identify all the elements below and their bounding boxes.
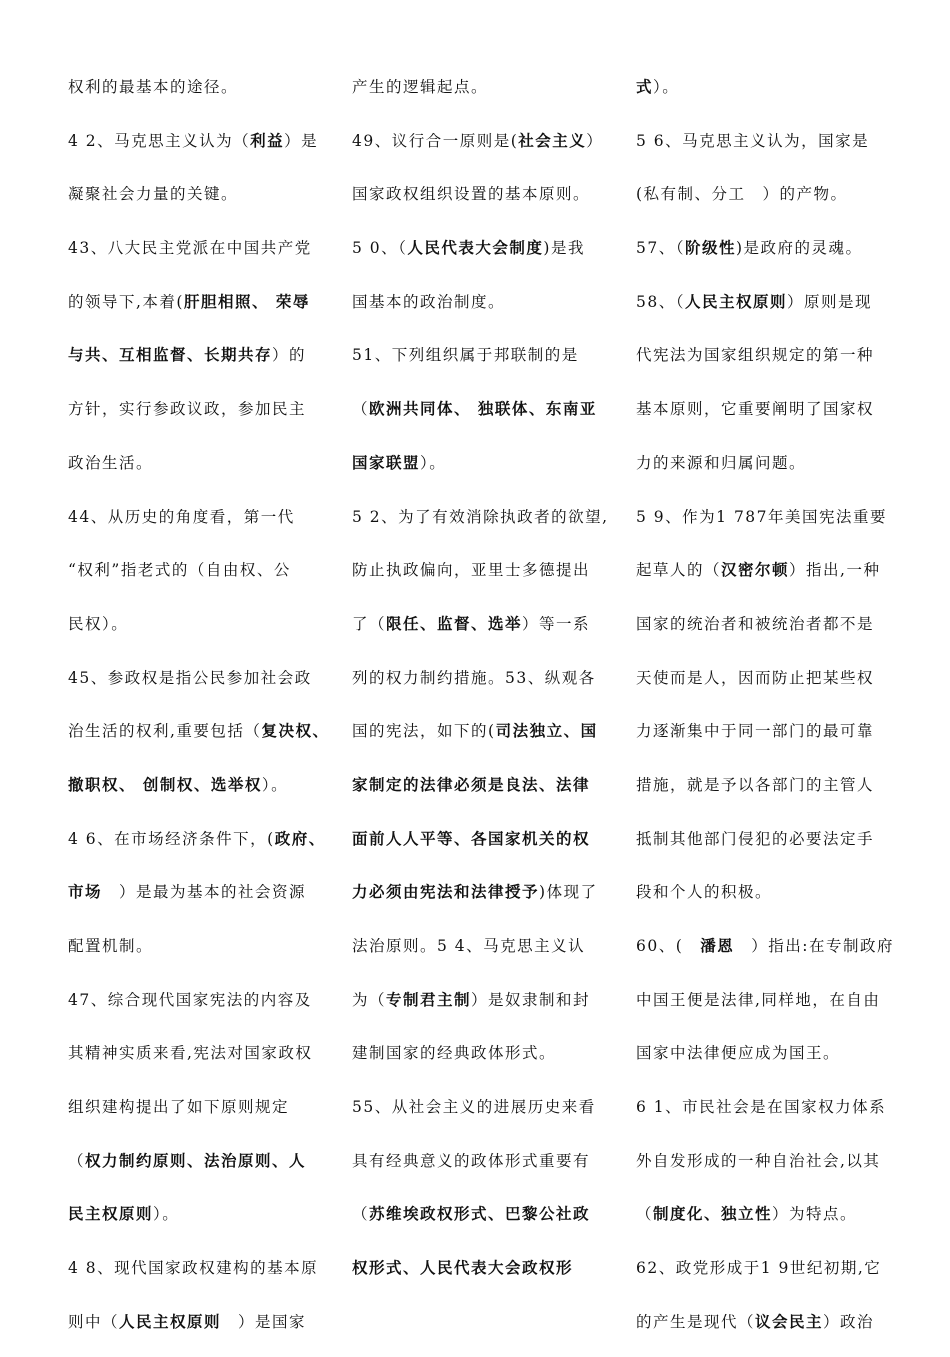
text-line xyxy=(636,229,898,283)
body-text: 47、综合现代国家宪法的内容及 xyxy=(68,990,312,1009)
body-text: 基本原则，它重要阐明了国家权 xyxy=(636,400,875,419)
text-line xyxy=(352,336,614,390)
text-line xyxy=(68,820,330,874)
body-text: 段和个人的积极。 xyxy=(636,883,773,902)
body-text: 4 2、马克思主义认为（ xyxy=(68,131,251,150)
text-line xyxy=(352,927,614,981)
text-line xyxy=(352,498,614,552)
body-text: “权利”指老式的（自由权、公 xyxy=(68,561,291,580)
body-text: )是政府的灵魂。 xyxy=(736,239,863,258)
text-line xyxy=(636,927,898,981)
answer-text: 社会主义 xyxy=(518,131,587,150)
body-text: 45、参政权是指公民参加社会政 xyxy=(68,668,312,687)
body-text: ）政治 xyxy=(823,1312,875,1331)
text-line xyxy=(636,605,898,659)
body-text: （ xyxy=(68,1151,86,1170)
answer-text: 利益 xyxy=(250,131,285,150)
text-line xyxy=(68,390,330,444)
text-line xyxy=(68,1034,330,1088)
text-line xyxy=(352,873,614,927)
body-text: ）原则是现 xyxy=(787,292,873,311)
text-line xyxy=(636,283,898,337)
text-line xyxy=(68,444,330,498)
text-line xyxy=(636,1142,898,1196)
body-text: （ xyxy=(352,400,370,419)
body-text: 法治原则。5 4、马克思主义认 xyxy=(352,937,586,955)
answer-text: 潘恩 xyxy=(700,937,735,955)
text-line xyxy=(352,659,614,713)
text-line xyxy=(636,498,898,552)
text-line xyxy=(68,551,330,605)
text-line xyxy=(636,1249,898,1303)
body-text: ）是奴隶制和封 xyxy=(471,990,591,1009)
answer-text: 面前人人平等、各国家机关的权 xyxy=(352,829,591,848)
body-text: 51、下列组织属于邦联制的是 xyxy=(352,346,579,365)
text-line xyxy=(636,820,898,874)
body-text: 的产生是现代（ xyxy=(636,1312,756,1331)
text-column-1 xyxy=(68,68,330,1357)
body-text: 列的权力制约措施。53、纵观各 xyxy=(352,668,596,687)
text-line xyxy=(68,498,330,552)
body-text: 防止执政偏向，亚里士多德提出 xyxy=(352,561,591,580)
body-text: ）为特点。 xyxy=(772,1205,858,1224)
text-line xyxy=(636,981,898,1035)
body-text: ）是 xyxy=(284,131,319,150)
text-line xyxy=(352,1195,614,1249)
text-line xyxy=(352,122,614,176)
body-text: 措施，就是予以各部门的主管人 xyxy=(636,775,875,794)
body-text: 则中（ xyxy=(68,1312,120,1331)
body-text: 44、从历史的角度看，第一代 xyxy=(68,507,295,526)
body-text: 治生活的权利,重要包括（ xyxy=(68,722,262,741)
body-text: 外自发形成的一种自治社会,以其 xyxy=(636,1151,881,1170)
answer-text: 制度化、独立性 xyxy=(653,1205,773,1224)
body-text: ）等一系 xyxy=(522,614,591,633)
answer-text: 肝胆相照、 荣辱 xyxy=(183,292,310,311)
text-line xyxy=(68,1142,330,1196)
text-line xyxy=(68,229,330,283)
body-text: 方针，实行参政议政，参加民主 xyxy=(68,400,307,419)
body-text: )体现了 xyxy=(539,883,598,902)
body-text: (私有制、分工 ）的产物。 xyxy=(636,185,848,204)
body-text: 49、议行合一原则是( xyxy=(352,131,519,150)
body-text: 60、( xyxy=(636,937,701,955)
answer-text: 欧洲共同体、 独联体、东南亚 xyxy=(369,400,597,419)
text-column-2 xyxy=(352,68,614,1303)
text-line xyxy=(636,873,898,927)
answer-text: 司法独立、国 xyxy=(495,722,598,741)
body-text: 国家中法律便应成为国王。 xyxy=(636,1044,841,1063)
answer-text: 撤职权、 创制权、选举权 xyxy=(68,775,262,794)
answer-text: 力必须由宪法和法律授予 xyxy=(352,883,540,902)
text-line xyxy=(352,175,614,229)
body-text: 政治生活。 xyxy=(68,453,154,472)
text-line xyxy=(352,605,614,659)
text-line xyxy=(352,1142,614,1196)
body-text: 57、（ xyxy=(636,239,685,258)
text-line xyxy=(636,712,898,766)
body-text: 6 1、市民社会是在国家权力体系 xyxy=(636,1098,887,1117)
answer-text: 权力制约原则、法治原则、人 xyxy=(85,1151,307,1170)
body-text: 其精神实质来看,宪法对国家政权 xyxy=(68,1044,313,1063)
body-text: ）。 xyxy=(261,775,289,794)
text-line xyxy=(636,444,898,498)
answer-text: 权形式、人民代表大会政权形 xyxy=(352,1259,574,1278)
text-line xyxy=(352,712,614,766)
text-line xyxy=(68,1088,330,1142)
answer-text: 家制定的法律必须是良法、法律 xyxy=(352,775,591,794)
body-text: ）。 xyxy=(420,453,447,472)
body-text: 5 9、作为1 787年美国宪法重要 xyxy=(636,507,888,526)
text-line xyxy=(352,390,614,444)
text-line xyxy=(636,175,898,229)
text-line xyxy=(68,1249,330,1303)
text-line xyxy=(352,444,614,498)
body-text: （ xyxy=(352,1205,370,1224)
body-text: ）。 xyxy=(153,1205,180,1224)
body-text: ）指出,一种 xyxy=(789,561,881,580)
answer-text: 人民主权原则 xyxy=(684,292,787,311)
text-line xyxy=(68,766,330,820)
text-line xyxy=(68,175,330,229)
text-line xyxy=(352,551,614,605)
body-text: 为（ xyxy=(352,990,387,1009)
answer-text: 与共、互相监督、长期共存 xyxy=(68,346,273,365)
body-text: 天使而是人，因而防止把某些权 xyxy=(636,668,875,687)
body-text: 民权）。 xyxy=(68,614,129,633)
body-text: ）的 xyxy=(272,346,307,365)
answer-text: 政府、 xyxy=(274,829,326,848)
body-text: 43、八大民主党派在中国共产党 xyxy=(68,239,312,258)
text-line xyxy=(68,981,330,1035)
body-text: 国的宪法，如下的( xyxy=(352,722,496,741)
body-text: 55、从社会主义的进展历史来看 xyxy=(352,1098,596,1117)
text-line xyxy=(68,873,330,927)
text-line xyxy=(636,122,898,176)
text-line xyxy=(636,766,898,820)
body-text: 建制国家的经典政体形式。 xyxy=(352,1044,557,1063)
text-line xyxy=(352,68,614,122)
answer-text: 民主权原则 xyxy=(68,1205,154,1224)
body-text: )是我 xyxy=(543,239,585,258)
answer-text: 市场 xyxy=(68,883,103,902)
body-text: 了（ xyxy=(352,614,387,633)
body-text: 抵制其他部门侵犯的必要法定手 xyxy=(636,829,875,848)
body-text: 代宪法为国家组织规定的第一种 xyxy=(636,346,875,365)
body-text: 国家政权组织设置的基本原则。 xyxy=(352,185,591,204)
text-line xyxy=(636,390,898,444)
answer-text: 议会民主 xyxy=(755,1312,824,1331)
text-line xyxy=(636,1034,898,1088)
body-text: ）指出:在专制政府 xyxy=(734,937,895,955)
body-text: 配置机制。 xyxy=(68,937,154,955)
body-text: ）是国家 xyxy=(221,1312,307,1331)
body-text: 5 0、（ xyxy=(352,239,408,258)
text-line xyxy=(68,605,330,659)
text-line xyxy=(352,229,614,283)
text-line xyxy=(68,1303,330,1357)
body-text: 58、（ xyxy=(636,292,685,311)
body-text: 国基本的政治制度。 xyxy=(352,292,506,311)
body-text: 5 6、马克思主义认为，国家是 xyxy=(636,131,870,150)
body-text: 起草人的（ xyxy=(636,561,722,580)
text-column-3 xyxy=(636,68,898,1357)
text-line xyxy=(68,659,330,713)
answer-text: 人民代表大会制度 xyxy=(407,239,544,258)
text-line xyxy=(636,1303,898,1357)
body-text: 权利的最基本的途径。 xyxy=(68,78,239,96)
text-line xyxy=(636,336,898,390)
text-line xyxy=(68,283,330,337)
text-line xyxy=(68,336,330,390)
body-text: 4 8、现代国家政权建构的基本原 xyxy=(68,1259,319,1278)
answer-text: 专制君主制 xyxy=(386,990,472,1009)
body-text: 的领导下,本着( xyxy=(68,292,184,311)
body-text: 具有经典意义的政体形式重要有 xyxy=(352,1151,591,1170)
text-line xyxy=(636,68,898,122)
body-text: ） xyxy=(586,131,604,150)
body-text: 组织建构提出了如下原则规定 xyxy=(68,1098,290,1117)
body-text: 中国王便是法律,同样地，在自由 xyxy=(636,990,881,1009)
text-line xyxy=(352,1034,614,1088)
text-line xyxy=(68,68,330,122)
body-text: ）是最为基本的社会资源 xyxy=(102,883,307,902)
body-text: 产生的逻辑起点。 xyxy=(352,78,489,96)
body-text: （ xyxy=(636,1205,654,1224)
text-line xyxy=(352,820,614,874)
body-text: 力的来源和归属问题。 xyxy=(636,453,807,472)
body-text: 凝聚社会力量的关键。 xyxy=(68,185,239,204)
text-line xyxy=(68,122,330,176)
answer-text: 复决权、 xyxy=(261,722,330,741)
answer-text: 限任、监督、选举 xyxy=(386,614,523,633)
text-line xyxy=(352,283,614,337)
text-line xyxy=(636,551,898,605)
text-line xyxy=(636,659,898,713)
text-line xyxy=(352,766,614,820)
body-text: ）。 xyxy=(653,78,680,96)
text-line xyxy=(352,1088,614,1142)
body-text: 4 6、在市场经济条件下，( xyxy=(68,829,275,848)
text-line xyxy=(636,1088,898,1142)
answer-text: 汉密尔顿 xyxy=(721,561,790,580)
body-text: 国家的统治者和被统治者都不是 xyxy=(636,614,875,633)
answer-text: 阶级性 xyxy=(684,239,736,258)
answer-text: 式 xyxy=(636,78,654,96)
body-text: 5 2、为了有效消除执政者的欲望, xyxy=(352,507,609,526)
text-line xyxy=(68,927,330,981)
text-line xyxy=(68,712,330,766)
answer-text: 国家联盟 xyxy=(352,453,421,472)
text-line xyxy=(636,1195,898,1249)
body-text: 力逐渐集中于同一部门的最可靠 xyxy=(636,722,875,741)
answer-text: 苏维埃政权形式、巴黎公社政 xyxy=(369,1205,591,1224)
body-text: 62、政党形成于1 9世纪初期,它 xyxy=(636,1259,882,1278)
text-line xyxy=(352,1249,614,1303)
text-line xyxy=(352,981,614,1035)
text-line xyxy=(68,1195,330,1249)
answer-text: 人民主权原则 xyxy=(119,1312,222,1331)
